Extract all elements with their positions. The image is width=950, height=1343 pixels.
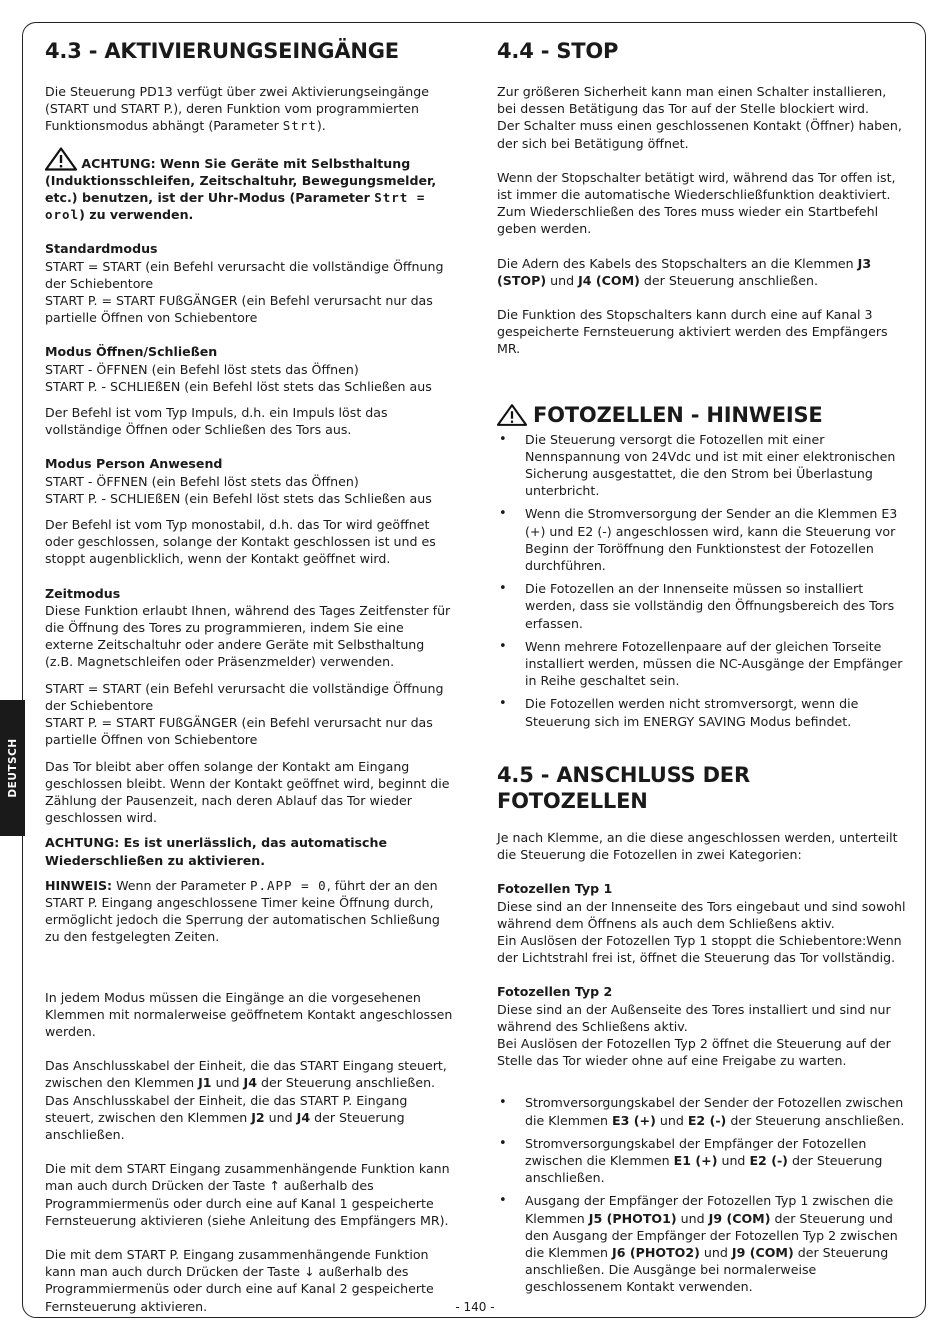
list-item: • Stromversorgungskabel der Sender der Fotozellen zwischen die Klemmen E3 (+) und E2 (-) der Steuerung anschließen.	[497, 1094, 907, 1128]
std-mode-line-2: START P. = START FUßGÄNGER (ein Befehl verursacht nur das partielle Öffnen von Schiebentore	[45, 293, 433, 326]
zm-mode-note: Das Tor bleibt aber offen solange der Kontakt am Eingang geschlossen bleibt. Wenn der Kontakt geöffnet wird, beginnt die Zählung der Pausenzeit, nach deren Ablauf das Tor wieder geschlossen wird.	[45, 758, 450, 826]
arrow-down-icon: ↓	[303, 1264, 315, 1280]
os-mode-line-2: START P. - SCHLIEßEN (ein Befehl löst stets das Schließen aus	[45, 378, 432, 394]
hinweis-note: HINWEIS: Wenn der Parameter P.APP = 0, führt der an den START P. Eingang angeschlossene Timer keine Öffnung durch, ermöglicht jedoch die Sperrung der automatischen Schließung zu den festgelegten Zeiten.	[45, 877, 440, 945]
std-mode-title: Standardmodus	[45, 241, 158, 257]
zm-mode-text: Diese Funktion erlaubt Ihnen, während des Tages Zeitfenster für die Öffnung des Tores zu programmieren, indem Sie eine externe Zeitschaltuhr oder andere Geräte mit Selbsthaltung (z.B. Magnetschleifen oder Präsenzmelder) verwenden.	[45, 602, 451, 670]
typ2-title: Fotozellen Typ 2	[497, 984, 613, 1000]
list-item: • Stromversorgungskabel der Empfänger der Fotozellen zwischen die Klemmen E1 (+) und E2 (-) der Steuerung anschließen.	[497, 1135, 907, 1187]
list-item: • Ausgang der Empfänger der Fotozellen Typ 1 zwischen die Klemmen J5 (PHOTO1) und J9 (COM) der Steuerung und den Ausgang der Empfänger der Fotozellen Typ 2 zwischen die Klemmen J6 (PHOTO2) und J9 (COM) der Steuerung anschließen. Die Ausgänge bei normalerweise geschlossenem Kontakt verwenden.	[497, 1192, 907, 1295]
pa-mode-line-1: START - ÖFFNEN (ein Befehl löst stets das Öffnen)	[45, 473, 359, 489]
fotozellen-hinweise-title: FOTOZELLEN - HINWEISE	[497, 402, 907, 428]
stop-p3: Die Adern des Kabels des Stopschalters an die Klemmen J3 (STOP) und J4 (COM) der Steuerung anschließen.	[497, 255, 872, 288]
list-item: • Die Steuerung versorgt die Fotozellen mit einer Nennspannung von 24Vdc und ist mit einer elektronischen Sicherung ausgestattet, die den Strom bei Überlastung unterbricht.	[497, 431, 907, 500]
param-strt: Strt	[282, 118, 317, 134]
section-4-5-title: 4.5 - ANSCHLUSS DER FOTOZELLEN	[497, 762, 750, 813]
stop-p1b: Der Schalter muss einen geschlossenen Kontakt (Öffner) haben, der sich bei Betätigung öffnet.	[497, 118, 902, 151]
os-mode-line-1: START - ÖFFNEN (ein Befehl löst stets das Öffnen)	[45, 361, 359, 377]
s43-intro: Die Steuerung PD13 verfügt über zwei Aktivierungseingänge (START und START P.), deren Funktion vom programmierten Funktionsmodus abhängt (Parameter Strt).	[45, 84, 430, 134]
pa-mode-title: Modus Person Anwesend	[45, 456, 223, 472]
typ1-title: Fotozellen Typ 1	[497, 881, 613, 897]
list-item: • Die Fotozellen an der Innenseite müssen so installiert werden, dass sie vollständig den Öffnungsbereich des Tors erfassen.	[497, 580, 907, 632]
cable-start-p: Das Anschlusskabel der Einheit, die das START P. Eingang steuert, zwischen den Klemmen J2 und J4 der Steuerung anschließen.	[45, 1092, 408, 1142]
s45-intro: Je nach Klemme, an die diese angeschlossen werden, unterteilt die Steuerung die Fotozellen in zwei Kategorien:	[497, 829, 898, 863]
warning-icon	[497, 403, 527, 427]
zm-mode-title: Zeitmodus	[45, 585, 121, 601]
left-column	[45, 38, 455, 1315]
func-start-p: Die mit dem START P. Eingang zusammenhängende Funktion kann man auch durch Drücken der Taste ↓ außerhalb des Programmiermenüs oder durch eine auf Kanal 2 gespeicherte Fernsteuerung aktivieren.	[45, 1246, 434, 1314]
os-mode-note: Der Befehl ist vom Typ Impuls, d.h. ein Impuls löst das vollständige Öffnen oder Schließen des Tors aus.	[45, 405, 388, 438]
list-item: • Wenn mehrere Fotozellenpaare auf der gleichen Torseite installiert werden, müssen die NC-Ausgänge der Empfänger in Reihe geschaltet sein.	[497, 638, 907, 690]
arrow-up-icon: ↑	[269, 1178, 280, 1194]
zm-mode-line-1: START = START (ein Befehl verursacht die vollständige Öffnung der Schiebentore	[45, 680, 444, 713]
stop-p2: Wenn der Stopschalter betätigt wird, während das Tor offen ist, ist immer die automatische Wiederschließfunktion deaktiviert.	[497, 169, 896, 203]
zm-mode-line-2: START P. = START FUßGÄNGER (ein Befehl verursacht nur das partielle Öffnen von Schiebentore	[45, 715, 433, 748]
std-mode-line-1: START = START (ein Befehl verursacht die vollständige Öffnung der Schiebentore	[45, 258, 444, 291]
cable-start: Das Anschlusskabel der Einheit, die das START Eingang steuert, zwischen den Klemmen J1 und J4 der Steuerung anschließen.	[45, 1058, 447, 1091]
stop-p1: Zur größeren Sicherheit kann man einen Schalter installieren, bei dessen Betätigung das Tor auf der Stelle blockiert wird.	[497, 84, 887, 117]
param-strt-orol: Strt = orol	[45, 190, 426, 223]
achtung-note: ACHTUNG: Es ist unerlässlich, das automatische Wiederschließen zu aktivieren.	[45, 835, 388, 868]
language-tab-label: DEUTSCH	[6, 738, 19, 798]
modes-text: In jedem Modus müssen die Eingänge an die vorgesehenen Klemmen mit normalerweise geöffnetem Kontakt angeschlossen werden.	[45, 989, 453, 1039]
wiring-list	[497, 1094, 907, 1295]
s43-warning: ACHTUNG: Wenn Sie Geräte mit Selbsthaltung (Induktionsschleifen, Zeitschaltuhr, Bewegungsmelder, etc.) benutzen, ist der Uhr-Modus (Parameter Strt = orol) zu verwenden.	[45, 147, 455, 224]
fotozellen-hinweise-list	[497, 431, 907, 730]
right-column	[497, 38, 907, 1296]
pa-mode-line-2: START P. - SCHLIEßEN (ein Befehl löst stets das Schließen aus	[45, 490, 432, 506]
language-tab	[0, 700, 25, 836]
section-4-4-title: 4.4 - STOP	[497, 39, 619, 63]
func-start: Die mit dem START Eingang zusammenhängende Funktion kann man auch durch Drücken der Taste ↑ außerhalb des Programmiermenüs oder durch eine auf Kanal 1 gespeicherte Fernsteuerung aktivieren (siehe Anleitung des Empfängers MR).	[45, 1161, 450, 1228]
typ2-text: Diese sind an der Außenseite des Tores installiert und sind nur während des Schließens aktiv.	[497, 1001, 891, 1034]
pa-mode-note: Der Befehl ist vom Typ monostabil, d.h. das Tor wird geöffnet oder geschlossen, solange der Kontakt geschlossen ist und es stoppt augenblicklich, wenn der Kontakt geöffnet wird.	[45, 517, 436, 567]
stop-p2b: Zum Wiederschließen des Tores muss wieder ein Startbefehl geben werden.	[497, 204, 879, 237]
list-item: • Wenn die Stromversorgung der Sender an die Klemmen E3 (+) und E2 (-) angeschlossen wird, kann die Steuerung vor Beginn der Toröffnung den Funktionstest der Fotozellen durchführen.	[497, 505, 907, 574]
page-number: - 140 -	[455, 1300, 495, 1314]
typ1-text: Diese sind an der Innenseite des Tors eingebaut und sind sowohl während dem Öffnens als auch dem Schließens aktiv.	[497, 898, 906, 931]
typ1-text-2: Ein Auslösen der Fotozellen Typ 1 stoppt die Schiebentore:Wenn der Lichtstrahl frei ist, öffnet die Steuerung das Tor vollständig.	[497, 932, 902, 966]
list-item: • Die Fotozellen werden nicht stromversorgt, wenn die Steuerung sich im ENERGY SAVING Modus befindet.	[497, 695, 907, 729]
section-4-3-title: 4.3 - AKTIVIERUNGSEINGÄNGE	[45, 39, 399, 63]
param-papp: P.APP = 0	[249, 877, 327, 893]
warning-icon	[45, 147, 77, 171]
stop-p4: Die Funktion des Stopschalters kann durch eine auf Kanal 3 gespeicherte Fernsteuerung aktiviert werden des Empfängers MR.	[497, 307, 888, 357]
os-mode-title: Modus Öffnen/Schließen	[45, 344, 218, 360]
typ2-text-2: Bei Auslösen der Fotozellen Typ 2 öffnet die Steuerung auf der Stelle das Tor wieder ohne auf eine Freigabe zu warten.	[497, 1035, 891, 1069]
